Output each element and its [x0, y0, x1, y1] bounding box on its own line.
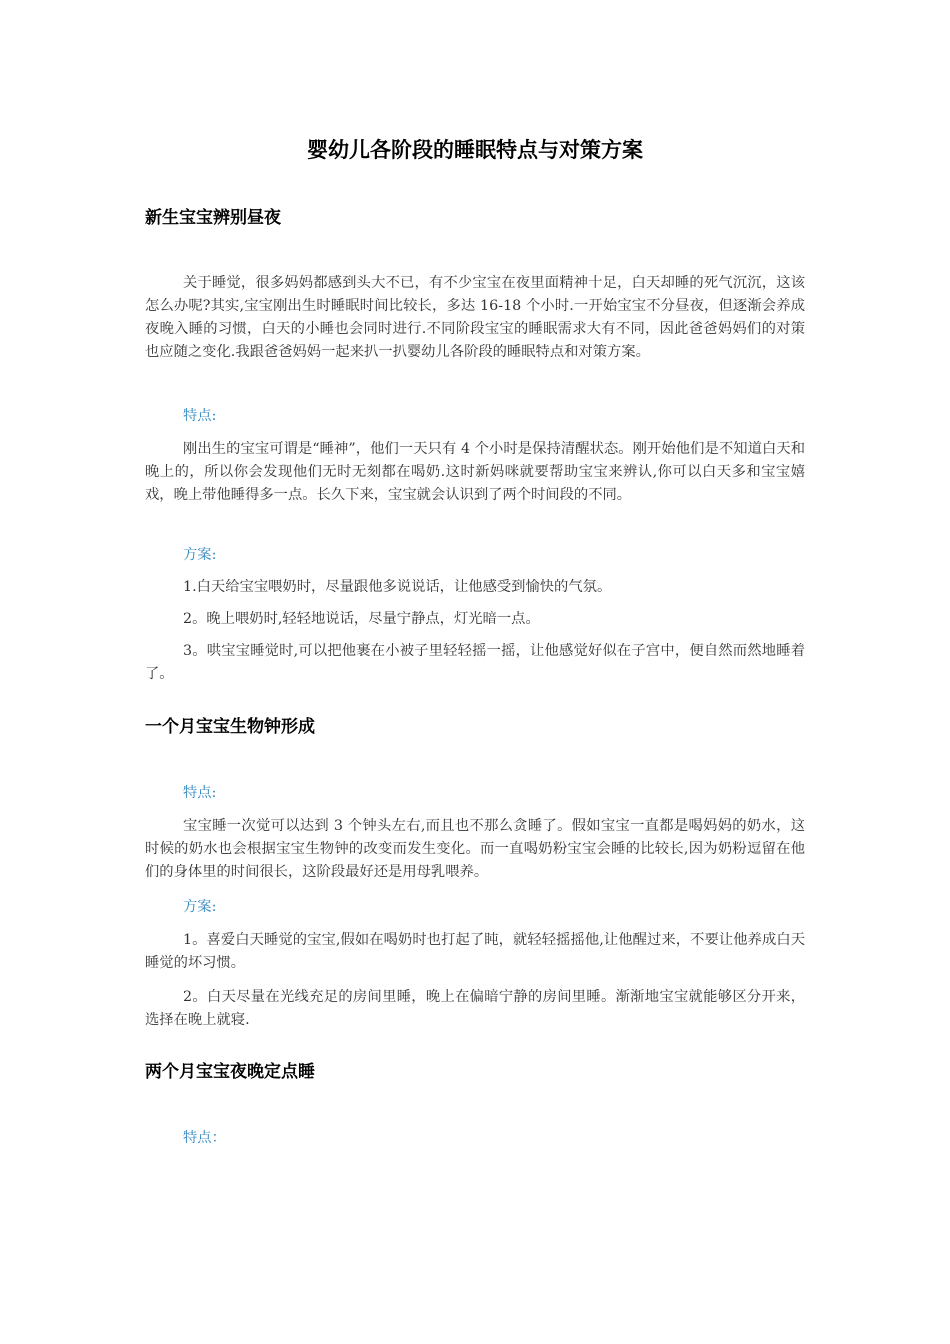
document-title: 婴幼儿各阶段的睡眠特点与对策方案: [307, 138, 643, 162]
plan-item: 2。白天尽量在光线充足的房间里睡，晚上在偏暗宁静的房间里睡。渐渐地宝宝就能够区分开来，选择在晚上就寝.: [145, 989, 805, 1028]
plan-item: 3。哄宝宝睡觉时,可以把他裹在小被子里轻轻摇一摇，让他感觉好似在子宫中，便自然而然地睡着了。: [145, 643, 805, 682]
section-heading-two-month: 两个月宝宝夜晚定点睡: [145, 1062, 315, 1082]
features-paragraph: 宝宝睡一次觉可以达到 3 个钟头左右,而且也不那么贪睡了。假如宝宝一直都是喝妈妈的奶水，这时候的奶水也会根据宝宝生物钟的改变而发生变化。而一直喝奶粉宝宝会睡的比较长,因为奶粉逗留在他们的身体里的时间很长，这阶段最好还是用母乳喂养。: [145, 818, 805, 880]
features-label: 特点:: [183, 785, 217, 801]
features-label: 特点：: [183, 1130, 226, 1146]
features-paragraph: 刚出生的宝宝可谓是“睡神”，他们一天只有 4 个小时是保持清醒状态。刚开始他们是不知道白天和晚上的，所以你会发现他们无时无刻都在喝奶.这时新妈咪就要帮助宝宝来辨认,你可以白天多和宝宝嬉戏，晚上带他睡得多一点。长久下来，宝宝就会认识到了两个时间段的不同。: [145, 441, 805, 503]
plan-item: 1。喜爱白天睡觉的宝宝,假如在喝奶时也打起了盹，就轻轻摇摇他,让他醒过来，不要让他养成白天睡觉的坏习惯。: [145, 932, 805, 971]
section-heading-one-month: 一个月宝宝生物钟形成: [145, 717, 315, 737]
plan-item: 1.白天给宝宝喂奶时，尽量跟他多说说话，让他感受到愉快的气氛。: [183, 579, 612, 595]
intro-paragraph: 关于睡觉，很多妈妈都感到头大不已，有不少宝宝在夜里面精神十足，白天却睡的死气沉沉，这该怎么办呢?其实,宝宝刚出生时睡眠时间比较长，多达 16-18 个小时.一开始宝宝不分昼夜，但逐渐会养成夜晚入睡的习惯，白天的小睡也会同时进行.不同阶段宝宝的睡眠需求大有不同，因此爸爸妈妈们的对策也应随之变化.我跟爸爸妈妈一起来扒一扒婴幼儿各阶段的睡眠特点和对策方案。: [145, 275, 805, 360]
plan-item: 2。晚上喂奶时,轻轻地说话，尽量宁静点，灯光暗一点。: [183, 611, 540, 627]
plan-label: 方案:: [183, 899, 217, 915]
section-heading-newborn: 新生宝宝辨别昼夜: [145, 208, 281, 228]
plan-label: 方案:: [183, 547, 217, 563]
features-label: 特点:: [183, 408, 217, 424]
